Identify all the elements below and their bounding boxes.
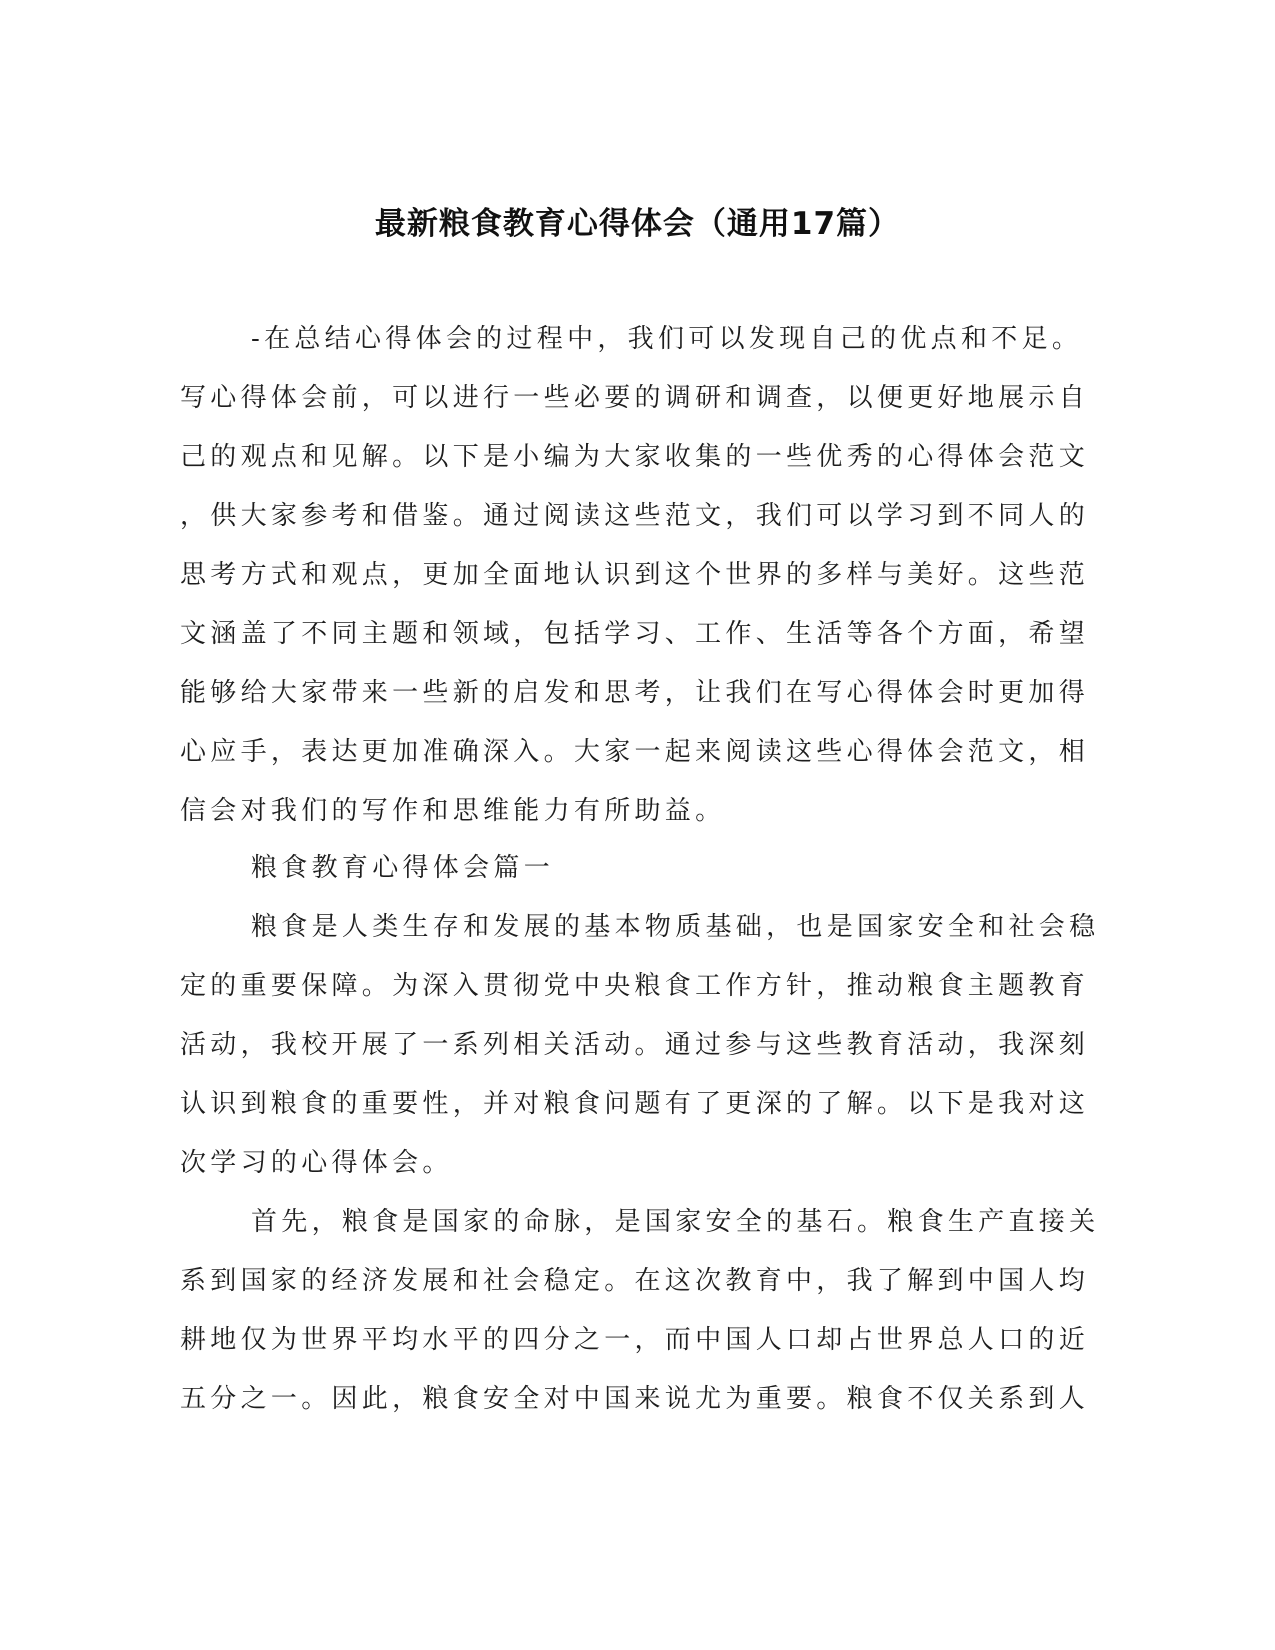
text-line: ，供大家参考和借鉴。通过阅读这些范文，我们可以学习到不同人的 <box>180 501 1090 531</box>
text-line: 首先，粮食是国家的命脉，是国家安全的基石。粮食生产直接关 <box>251 1207 1100 1237</box>
text-line: 耕地仅为世界平均水平的四分之一，而中国人口却占世界总人口的近 <box>180 1325 1090 1355</box>
text-line: 信会对我们的写作和思维能力有所助益。 <box>180 796 726 826</box>
text-line: 己的观点和见解。以下是小编为大家收集的一些优秀的心得体会范文 <box>180 442 1090 472</box>
text-line: 认识到粮食的重要性，并对粮食问题有了更深的了解。以下是我对这 <box>180 1089 1090 1119</box>
text-line: 思考方式和观点，更加全面地认识到这个世界的多样与美好。这些范 <box>180 560 1090 590</box>
text-line: 文涵盖了不同主题和领域，包括学习、工作、生活等各个方面，希望 <box>180 619 1090 649</box>
text-line: 能够给大家带来一些新的启发和思考，让我们在写心得体会时更加得 <box>180 678 1090 708</box>
document-title: 最新粮食教育心得体会（通用17篇） <box>374 206 901 242</box>
text-line: 五分之一。因此，粮食安全对中国来说尤为重要。粮食不仅关系到人 <box>180 1384 1090 1414</box>
text-line: 定的重要保障。为深入贯彻党中央粮食工作方针，推动粮食主题教育 <box>180 971 1090 1001</box>
text-line: 系到国家的经济发展和社会稳定。在这次教育中，我了解到中国人均 <box>180 1266 1090 1296</box>
section-heading: 粮食教育心得体会篇一 <box>251 853 555 883</box>
text-line: 活动，我校开展了一系列相关活动。通过参与这些教育活动，我深刻 <box>180 1030 1090 1060</box>
text-line: 次学习的心得体会。 <box>180 1148 453 1178</box>
text-line: -在总结心得体会的过程中，我们可以发现自己的优点和不足。 <box>251 324 1083 354</box>
text-line: 粮食是人类生存和发展的基本物质基础，也是国家安全和社会稳 <box>251 912 1100 942</box>
text-line: 写心得体会前，可以进行一些必要的调研和调查，以便更好地展示自 <box>180 383 1090 413</box>
text-line: 心应手，表达更加准确深入。大家一起来阅读这些心得体会范文，相 <box>180 737 1090 767</box>
